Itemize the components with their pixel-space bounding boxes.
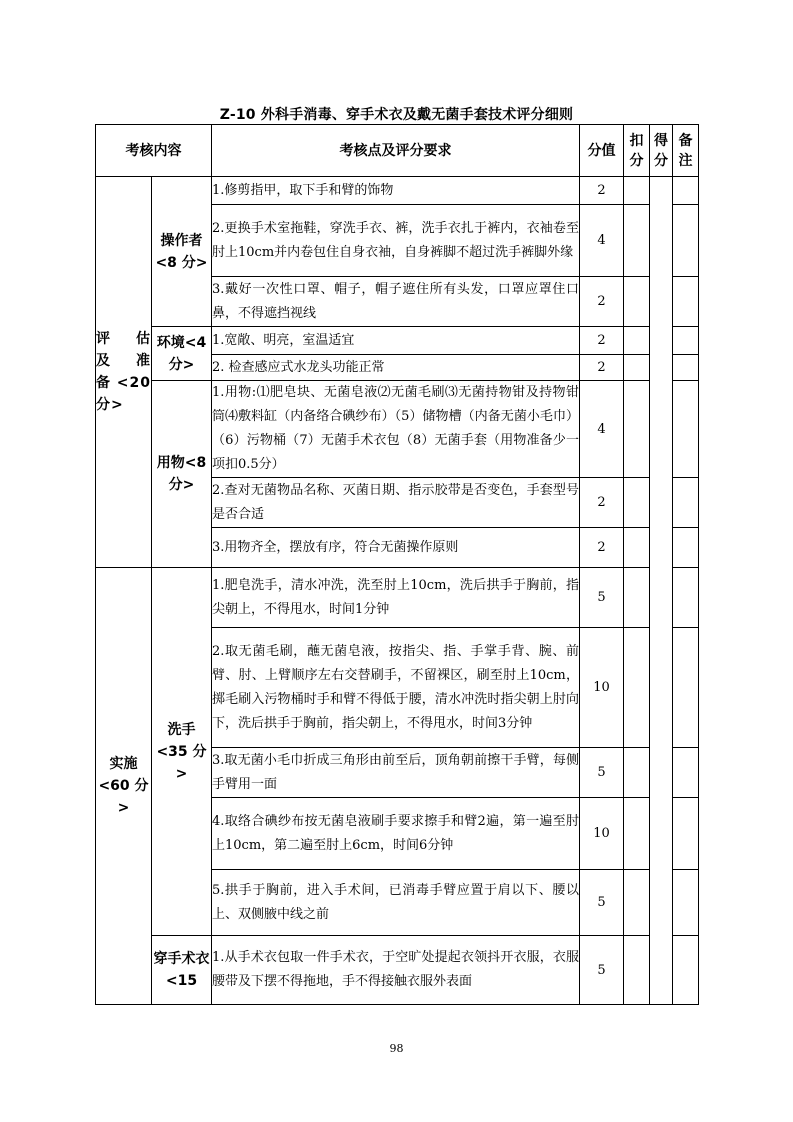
remark-cell [673,748,699,798]
remark-cell [673,177,699,205]
criterion-text: 5.拱手于胸前，进入手术间，已消毒手臂应置于肩以下、腰以上、双侧腋中线之前 [212,870,580,936]
criterion-score: 2 [580,177,624,205]
scoring-table [95,124,699,1005]
remark-cell [673,381,699,478]
got-cell [650,177,673,1005]
page-title: Z-10 外科手消毒、穿手术衣及戴无菌手套技术评分细则 [219,107,574,123]
criterion-score: 10 [580,628,624,748]
criterion-score: 5 [580,748,624,798]
group-gown: 穿手术衣<15 [152,936,212,1005]
group-supplies: 用物<8 分> [152,381,212,568]
criterion-text: 2.取无菌毛刷，蘸无菌皂液，按指尖、指、手掌手背、腕、前臂、肘、上臂顺序左右交替刷手，不留裸区，刷至肘上10cm，掷毛刷入污物桶时手和臂不得低于腰，清水冲洗时指尖朝上肘向下，洗后拱手于胸前，指尖朝上，不得甩水，时间3分钟 [212,628,580,748]
table-row [96,177,699,205]
deduct-cell [624,327,650,355]
criterion-text: 1.肥皂洗手，清水冲洗，洗至肘上10cm，洗后拱手于胸前，指尖朝上，不得甩水，时间1分钟 [212,568,580,628]
criterion-text: 3.用物齐全，摆放有序，符合无菌操作原则 [212,528,580,568]
remark-cell [673,870,699,936]
criterion-score: 5 [580,870,624,936]
criterion-score: 2 [580,327,624,355]
header-points: 考核点及评分要求 [212,125,580,177]
remark-cell [673,798,699,870]
page-number: 98 [389,1042,404,1055]
deduct-cell [624,870,650,936]
table-row [96,327,699,355]
remark-cell [673,936,699,1005]
criterion-score: 4 [580,205,624,277]
criterion-score: 2 [580,528,624,568]
remark-cell [673,568,699,628]
criterion-score: 5 [580,568,624,628]
section-implementation: 实施<60 分> [96,568,152,1005]
header-remark: 备注 [673,125,699,177]
deduct-cell [624,528,650,568]
deduct-cell [624,478,650,528]
deduct-cell [624,277,650,327]
remark-cell [673,628,699,748]
criterion-text: 2.更换手术室拖鞋，穿洗手衣、裤，洗手衣扎于裤内，衣袖卷至肘上10cm并内卷包住自身衣袖，自身裤脚不超过洗手裤脚外缘 [212,205,580,277]
header-deduct: 扣分 [624,125,650,177]
deduct-cell [624,628,650,748]
group-environment: 环境<4 分> [152,327,212,381]
remark-cell [673,355,699,381]
deduct-cell [624,381,650,478]
criterion-score: 2 [580,277,624,327]
deduct-cell [624,936,650,1005]
criterion-text: 1.用物:⑴肥皂块、无菌皂液⑵无菌毛刷⑶无菌持物钳及持物钳筒⑷敷料缸（内备络合碘纱布）（5）储物槽（内备无菌小毛巾）（6）污物桶（7）无菌手术衣包（8）无菌手套（用物准备少一项扣0.5分） [212,381,580,478]
header-row [96,125,699,177]
criterion-text: 4.取络合碘纱布按无菌皂液刷手要求擦手和臂2遍，第一遍至肘上10cm，第二遍至肘上6cm，时间6分钟 [212,798,580,870]
remark-cell [673,478,699,528]
criterion-score: 4 [580,381,624,478]
criterion-text: 1.宽敞、明亮，室温适宜 [212,327,580,355]
section-assessment: 评 估 及 准 备<20 分> [96,177,152,568]
remark-cell [673,277,699,327]
header-content: 考核内容 [96,125,212,177]
criterion-score: 2 [580,355,624,381]
criterion-score: 2 [580,478,624,528]
remark-cell [673,528,699,568]
table-row [96,936,699,1005]
header-got: 得分 [650,125,673,177]
header-score: 分值 [580,125,624,177]
deduct-cell [624,205,650,277]
group-handwash: 洗手<35 分> [152,568,212,936]
criterion-score: 5 [580,936,624,1005]
criterion-text: 2. 检查感应式水龙头功能正常 [212,355,580,381]
remark-cell [673,327,699,355]
criterion-text: 3.戴好一次性口罩、帽子，帽子遮住所有头发，口罩应罩住口鼻，不得遮挡视线 [212,277,580,327]
criterion-text: 3.取无菌小毛巾折成三角形由前至后，顶角朝前擦干手臂，每侧手臂用一面 [212,748,580,798]
criterion-text: 1.从手术衣包取一件手术衣，于空旷处提起衣领抖开衣服，衣服腰带及下摆不得拖地，手不得接触衣服外表面 [212,936,580,1005]
criterion-text: 2.查对无菌物品名称、灭菌日期、指示胶带是否变色，手套型号是否合适 [212,478,580,528]
deduct-cell [624,177,650,205]
group-operator: 操作者<8 分> [152,177,212,327]
criterion-score: 10 [580,798,624,870]
remark-cell [673,205,699,277]
deduct-cell [624,798,650,870]
deduct-cell [624,568,650,628]
table-row [96,381,699,478]
deduct-cell [624,355,650,381]
table-row [96,568,699,628]
criterion-text: 1.修剪指甲，取下手和臂的饰物 [212,177,580,205]
deduct-cell [624,748,650,798]
